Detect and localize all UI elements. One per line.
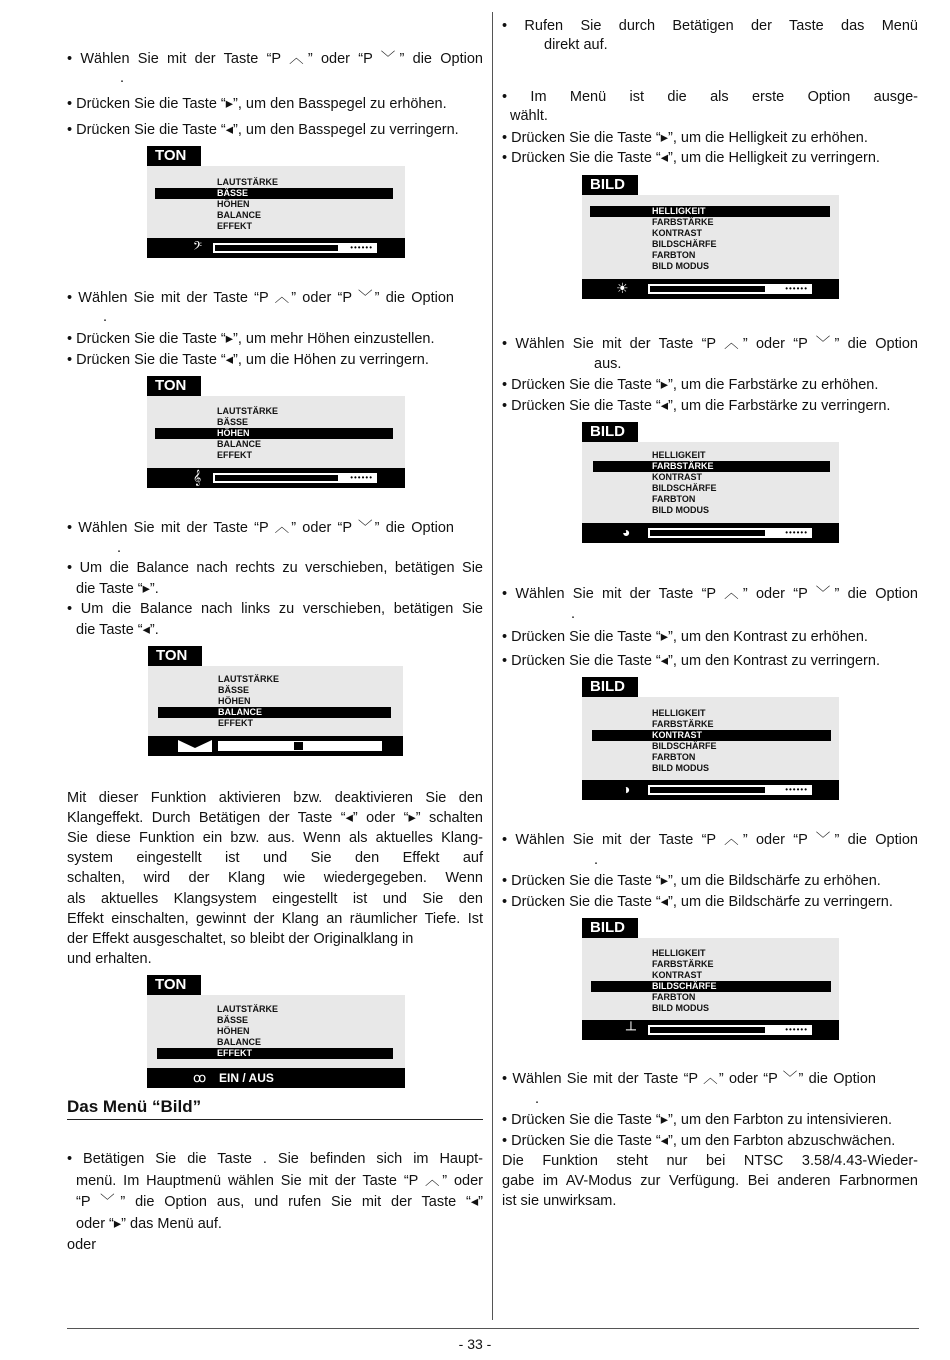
bass-down-text: • Drücken Sie die Taste “◂”, um den Basspegel zu verringern. bbox=[67, 122, 459, 138]
treble-up-text: • Drücken Sie die Taste “▸”, um mehr Höhen einzustellen. bbox=[67, 331, 435, 347]
menu-item: LAUTSTÄRKE bbox=[218, 674, 279, 684]
menu-item: KONTRAST bbox=[652, 970, 702, 980]
sharpness-icon: ┴ bbox=[626, 1021, 636, 1037]
bass-select-text: • Wählen Sie mit der Taste “P ︿” oder “P ﹀” die Option bbox=[67, 51, 483, 67]
menu-box bbox=[147, 166, 405, 238]
level-slider bbox=[648, 284, 812, 294]
slider-bar bbox=[582, 780, 839, 800]
menu-item-selected: BÄSSE bbox=[155, 188, 393, 199]
menu-item: FARBSTÄRKE bbox=[652, 959, 714, 969]
menu-item: BILDSCHÄRFE bbox=[652, 239, 717, 249]
stereo-icon: ꝏ bbox=[193, 1070, 207, 1085]
menu-item-selected: HELLIGKEIT bbox=[590, 206, 830, 217]
menu-item: HÖHEN bbox=[217, 1026, 250, 1036]
color-select-text: • Wählen Sie mit der Taste “P ︿” oder “P ﹀” die Option bbox=[502, 336, 918, 352]
menu-item: FARBTON bbox=[652, 250, 696, 260]
balance-right-text-2: die Taste “▸”. bbox=[76, 581, 159, 597]
bild-menu-heading: Das Menü “Bild” bbox=[67, 1097, 202, 1116]
menu-box bbox=[582, 195, 839, 279]
text-line: Effekt einschalten, gewinnt der Klang an räumlicher Tiefe. Ist bbox=[67, 910, 483, 927]
slider-fill bbox=[215, 245, 338, 251]
sharpness-down: • Drücken Sie die Taste “◂”, um die Bildschärfe zu verringern. bbox=[502, 894, 893, 910]
menu-item: LAUTSTÄRKE bbox=[217, 1004, 278, 1014]
text-line: “P ﹀” die Option aus, und rufen Sie mit der Taste “◂” bbox=[76, 1194, 483, 1210]
menu-box bbox=[147, 396, 405, 468]
level-slider bbox=[213, 243, 377, 253]
slider-bar bbox=[148, 736, 403, 756]
text-line: der Effekt ausgeschaltet, so bleibt der Originalklang in bbox=[67, 930, 414, 947]
balance-dot: . bbox=[117, 540, 122, 556]
brightness-intro-2: wählt. bbox=[510, 108, 548, 124]
slider-dots: •••••• bbox=[785, 528, 808, 537]
menu-item: EFFEKT bbox=[217, 221, 252, 231]
menu-item-selected: EFFEKT bbox=[157, 1048, 393, 1059]
balance-left-text: • Um die Balance nach links zu verschieben, betätigen Sie bbox=[67, 601, 483, 617]
menu-item: FARBSTÄRKE bbox=[652, 217, 714, 227]
balance-dots-right: ••••••••• bbox=[306, 741, 341, 750]
slider-dots: •••••• bbox=[350, 473, 373, 482]
menu-title: TON bbox=[147, 146, 201, 166]
contrast-dot: . bbox=[571, 606, 576, 622]
slider-fill bbox=[650, 1027, 765, 1033]
menu-item: HÖHEN bbox=[218, 696, 251, 706]
text-line: ist sie unwirksam. bbox=[502, 1193, 617, 1209]
bass-clef-icon: 𝄢 bbox=[193, 239, 203, 255]
menu-item: LAUTSTÄRKE bbox=[217, 177, 278, 187]
bass-dot: . bbox=[120, 70, 125, 86]
sharpness-select-text: • Wählen Sie mit der Taste “P ︿” oder “P ﹀” die Option bbox=[502, 832, 918, 848]
text-line: oder bbox=[67, 1237, 97, 1253]
text-line: und erhalten. bbox=[67, 950, 152, 967]
menu-box bbox=[582, 938, 839, 1020]
balance-left-text-2: die Taste “◂”. bbox=[76, 622, 159, 638]
contrast-select-text: • Wählen Sie mit der Taste “P ︿” oder “P ﹀” die Option bbox=[502, 586, 918, 602]
slider-fill bbox=[650, 530, 765, 536]
effect-bar bbox=[147, 1068, 405, 1088]
balance-marker bbox=[294, 742, 303, 750]
slider-fill bbox=[650, 286, 765, 292]
sharpness-up: • Drücken Sie die Taste “▸”, um die Bildschärfe zu erhöhen. bbox=[502, 873, 881, 889]
treble-dot: . bbox=[103, 309, 108, 325]
menu-title: BILD bbox=[582, 175, 638, 195]
heading-rule bbox=[67, 1119, 483, 1120]
menu-box bbox=[582, 697, 839, 780]
menu-item: BALANCE bbox=[217, 210, 261, 220]
brightness-intro: • Im Menü ist die als erste Option ausge- bbox=[502, 89, 918, 105]
menu-title: BILD bbox=[582, 422, 638, 442]
menu-item: LAUTSTÄRKE bbox=[217, 406, 278, 416]
menu-box bbox=[582, 442, 839, 523]
sharpness-dot: . bbox=[594, 852, 599, 868]
balance-icon bbox=[178, 740, 212, 752]
slider-fill bbox=[650, 787, 765, 793]
brightness-down: • Drücken Sie die Taste “◂”, um die Helligkeit zu verringern. bbox=[502, 150, 880, 166]
menu-item: KONTRAST bbox=[652, 472, 702, 482]
menu-item: FARBSTÄRKE bbox=[652, 719, 714, 729]
level-slider bbox=[213, 473, 377, 483]
text-line: Sie diese Funktion ein bzw. aus. Wenn als aktuelles Klang- bbox=[67, 830, 483, 847]
menu-item-selected: KONTRAST bbox=[592, 730, 831, 741]
balance-dots-left: ••••••••• bbox=[220, 741, 255, 750]
menu-item: HÖHEN bbox=[217, 199, 250, 209]
slider-bar bbox=[147, 238, 405, 258]
menu-item: HELLIGKEIT bbox=[652, 948, 706, 958]
contrast-down: • Drücken Sie die Taste “◂”, um den Kontrast zu verringern. bbox=[502, 653, 880, 669]
slider-dots: •••••• bbox=[785, 1025, 808, 1034]
menu-item: BILD MODUS bbox=[652, 261, 709, 271]
slider-dots: •••••• bbox=[785, 785, 808, 794]
contrast-icon: ◑ bbox=[622, 781, 631, 797]
slider-bar bbox=[582, 523, 839, 543]
brightness-up: • Drücken Sie die Taste “▸”, um die Helligkeit zu erhöhen. bbox=[502, 130, 868, 146]
menu-item: HELLIGKEIT bbox=[652, 450, 706, 460]
balance-slider bbox=[218, 741, 382, 751]
menu-title: TON bbox=[148, 646, 202, 666]
slider-dots: •••••• bbox=[785, 284, 808, 293]
color-aus: aus. bbox=[594, 356, 622, 372]
menu-item: BÄSSE bbox=[217, 1015, 249, 1025]
treble-clef-icon: 𝄞 bbox=[193, 469, 202, 485]
menu-item: BÄSSE bbox=[218, 685, 250, 695]
balance-select-text: • Wählen Sie mit der Taste “P ︿” oder “P ﹀” die Option bbox=[67, 520, 454, 536]
menu-item-selected: HÖHEN bbox=[155, 428, 393, 439]
menu-item-selected: FARBSTÄRKE bbox=[593, 461, 830, 472]
text-line: gabe im AV-Modus zur Verfügung. Bei anderen Farbnormen bbox=[502, 1173, 918, 1189]
menu-item: BILD MODUS bbox=[652, 763, 709, 773]
tint-up: • Drücken Sie die Taste “▸”, um den Farbton zu intensivieren. bbox=[502, 1112, 893, 1128]
slider-bar bbox=[147, 468, 405, 488]
text-line: Klangeffekt. Durch Betätigen der Taste “◂” oder “▸” schalten bbox=[67, 810, 483, 827]
tint-down: • Drücken Sie die Taste “◂”, um den Farbton abzuschwächen. bbox=[502, 1133, 896, 1149]
menu-box bbox=[148, 666, 403, 736]
intro-text: • Rufen Sie durch Betätigen der Taste das Menü bbox=[502, 18, 918, 34]
menu-item: BILD MODUS bbox=[652, 1003, 709, 1013]
slider-bar bbox=[582, 279, 839, 299]
menu-item: BILDSCHÄRFE bbox=[652, 483, 717, 493]
level-slider bbox=[648, 785, 812, 795]
text-line: als aktuelles Klangsystem eingestellt ist und Sie den bbox=[67, 890, 483, 907]
color-icon: ◕ bbox=[622, 524, 631, 540]
menu-item: EFFEKT bbox=[217, 450, 252, 460]
menu-item: BILD MODUS bbox=[652, 505, 709, 515]
color-down: • Drücken Sie die Taste “◂”, um die Farbstärke zu verringern. bbox=[502, 398, 891, 414]
level-slider bbox=[648, 528, 812, 538]
treble-select-text: • Wählen Sie mit der Taste “P ︿” oder “P ﹀” die Option bbox=[67, 290, 454, 306]
level-slider bbox=[648, 1025, 812, 1035]
text-line: menü. Im Hauptmenü wählen Sie mit der Taste “P ︿” oder bbox=[76, 1172, 483, 1189]
slider-fill bbox=[215, 475, 338, 481]
menu-item: FARBTON bbox=[652, 752, 696, 762]
text-line: oder “▸” das Menü auf. bbox=[76, 1215, 222, 1232]
page-number: - 33 - bbox=[458, 1336, 492, 1352]
text-line: schalten, wird der Klang wie wiedergegeben. Wenn bbox=[67, 870, 483, 887]
effect-bar-label: EIN / AUS bbox=[219, 1071, 274, 1085]
bass-up-text: • Drücken Sie die Taste “▸”, um den Basspegel zu erhöhen. bbox=[67, 96, 447, 112]
footer-rule bbox=[67, 1328, 919, 1329]
menu-item: FARBTON bbox=[652, 992, 696, 1002]
contrast-up: • Drücken Sie die Taste “▸”, um den Kontrast zu erhöhen. bbox=[502, 629, 868, 645]
menu-item: BALANCE bbox=[217, 1037, 261, 1047]
menu-item: BALANCE bbox=[217, 439, 261, 449]
color-up: • Drücken Sie die Taste “▸”, um die Farbstärke zu erhöhen. bbox=[502, 377, 879, 393]
menu-box bbox=[147, 995, 405, 1068]
balance-right-text: • Um die Balance nach rechts zu verschieben, betätigen Sie bbox=[67, 560, 483, 576]
text-line: • Betätigen Sie die Taste . Sie befinden sich im Haupt- bbox=[67, 1151, 483, 1167]
intro-text-2: direkt auf. bbox=[544, 37, 608, 53]
menu-title: BILD bbox=[582, 677, 638, 697]
menu-item: HELLIGKEIT bbox=[652, 708, 706, 718]
tint-select-text: • Wählen Sie mit der Taste “P ︿” oder “P ﹀” die Option bbox=[502, 1071, 876, 1087]
sun-icon: ☀ bbox=[616, 280, 629, 296]
menu-title: TON bbox=[147, 975, 201, 995]
menu-item-selected: BILDSCHÄRFE bbox=[591, 981, 831, 992]
menu-item: BILDSCHÄRFE bbox=[652, 741, 717, 751]
text-line: Mit dieser Funktion aktivieren bzw. deaktivieren Sie den bbox=[67, 790, 483, 806]
slider-bar bbox=[582, 1020, 839, 1040]
menu-item: EFFEKT bbox=[218, 718, 253, 728]
tint-dot: . bbox=[535, 1091, 540, 1107]
menu-item: BÄSSE bbox=[217, 417, 249, 427]
treble-down-text: • Drücken Sie die Taste “◂”, um die Höhen zu verringern. bbox=[67, 352, 429, 368]
menu-title: BILD bbox=[582, 918, 638, 938]
menu-item-selected: BALANCE bbox=[158, 707, 391, 718]
menu-item: FARBTON bbox=[652, 494, 696, 504]
menu-item: KONTRAST bbox=[652, 228, 702, 238]
column-divider bbox=[492, 12, 493, 1320]
menu-title: TON bbox=[147, 376, 201, 396]
slider-dots: •••••• bbox=[350, 243, 373, 252]
text-line: system eingestellt ist und Sie den Effekt auf bbox=[67, 850, 483, 867]
text-line: Die Funktion steht nur bei NTSC 3.58/4.43-Wieder- bbox=[502, 1153, 918, 1169]
